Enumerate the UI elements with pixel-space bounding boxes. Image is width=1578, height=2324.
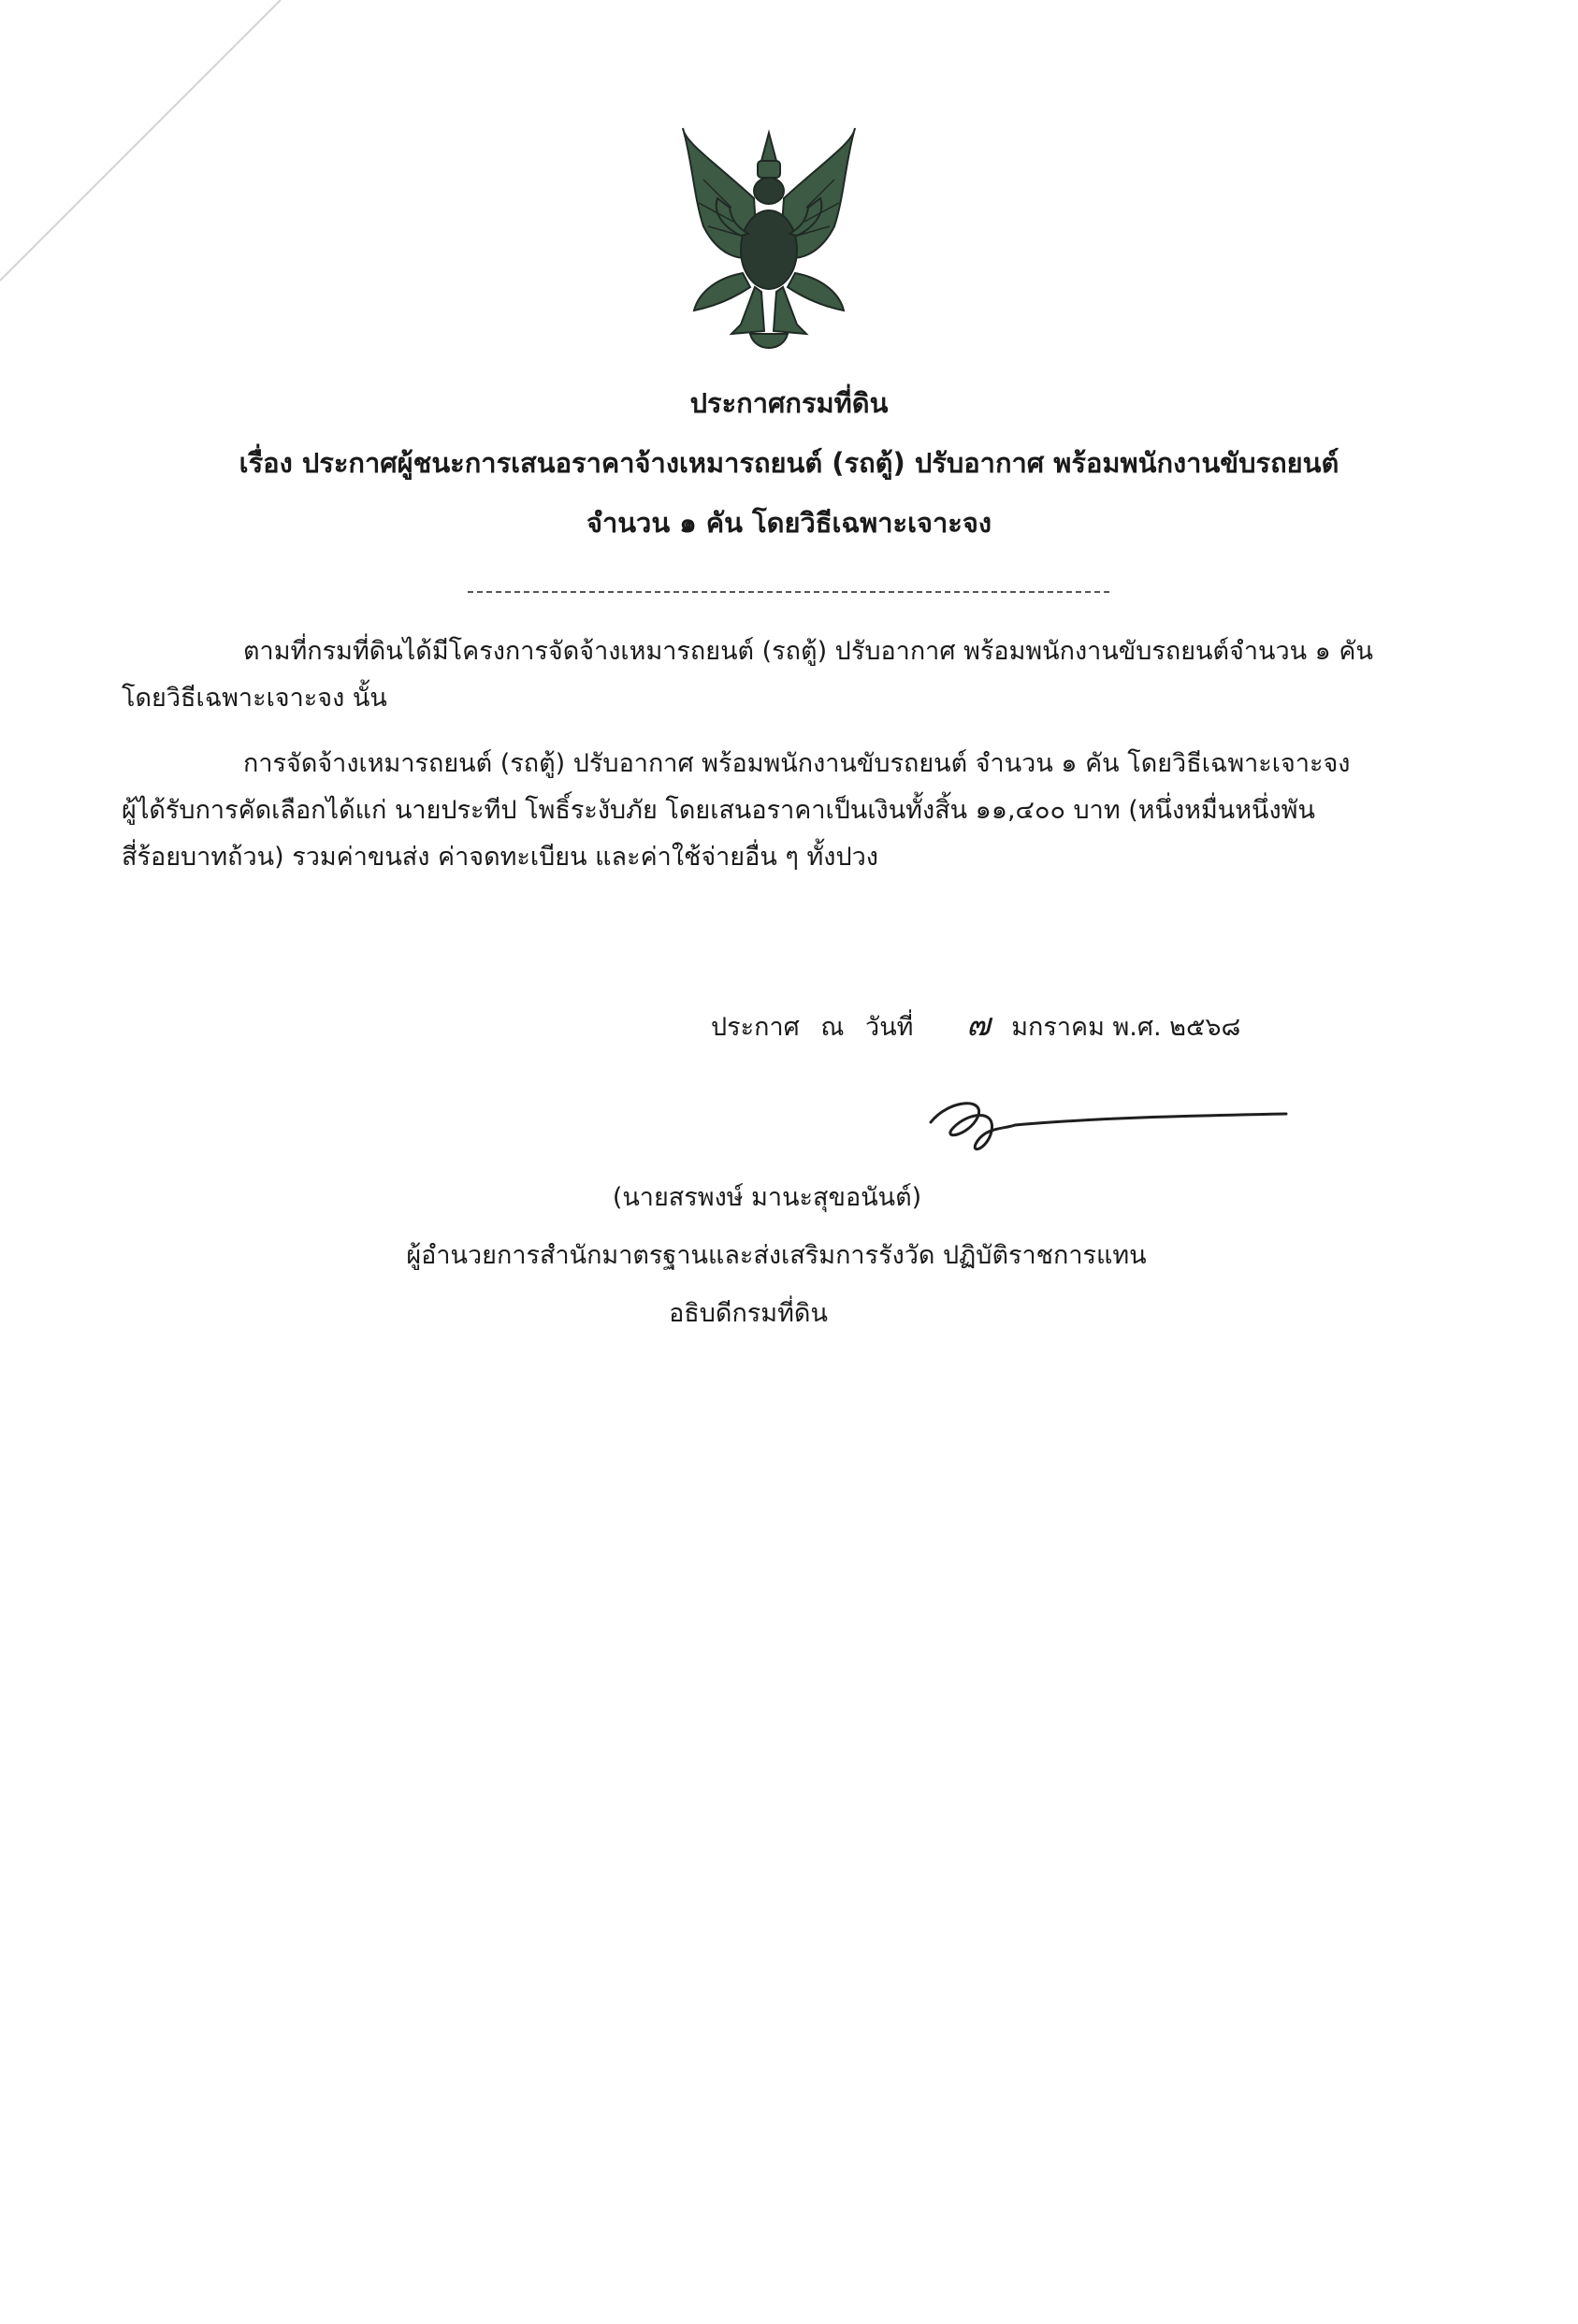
issuer-title: ประกาศกรมที่ดิน [689,387,889,419]
scan-fold-mark [0,0,337,337]
announcement-date-line [711,999,1253,1049]
paragraph-1-line-1: ตามที่กรมที่ดินได้มีโครงการจัดจ้างเหมารถยนต์ (รถตู้) ปรับอากาศ พร้อมพนักงานขับรถยนต์จำนวน ๑ คัน [243,637,1373,666]
announce-at: ณ [820,1013,845,1042]
paragraph-2-line-1: การจัดจ้างเหมารถยนต์ (รถตู้) ปรับอากาศ พร้อมพนักงานขับรถยนต์ จำนวน ๑ คัน โดยวิธีเฉพาะเจาะจง [243,749,1351,778]
paragraph-2-line-3: สี่ร้อยบาทถ้วน) รวมค่าขนส่ง ค่าจดทะเบียน และค่าใช้จ่ายอื่น ๆ ทั้งปวง [122,843,878,872]
signer-name: (นายสรพงษ์ มานะสุขอนันต์) [612,1183,922,1212]
announce-month-year: มกราคม พ.ศ. ๒๕๖๘ [1011,1013,1241,1042]
document-subject-cont [0,501,1578,544]
paragraph-2 [122,741,1431,881]
document-subject [0,441,1578,484]
announce-day: ๗ [966,1006,991,1044]
title-divider [468,591,1109,593]
paragraph-1 [122,628,1431,722]
announce-day-label: วันที่ [865,1013,914,1042]
subject-line-2: จำนวน ๑ คัน โดยวิธีเฉพาะเจาะจง [586,507,992,539]
handwritten-signature-icon [912,1090,1305,1164]
signer-position: ผู้อำนวยการสำนักมาตรฐานและส่งเสริมการรังวัด ปฏิบัติราชการแทน [406,1241,1147,1270]
garuda-emblem-icon [675,123,862,357]
document-issuer-title [0,382,1578,425]
paragraph-2-line-2: ผู้ได้รับการคัดเลือกได้แก่ นายประทีป โพธิ์ระงับภัย โดยเสนอราคาเป็นเงินทั้งสิ้น ๑๑,๔๐๐ บาท (หนึ่งหมื่นหนึ่งพัน [122,796,1315,825]
signer-for: อธิบดีกรมที่ดิน [669,1299,828,1328]
subject-line-1: เรื่อง ประกาศผู้ชนะการเสนอราคาจ้างเหมารถยนต์ (รถตู้) ปรับอากาศ พร้อมพนักงานขับรถยนต์ [239,447,1339,479]
announce-prefix: ประกาศ [711,1013,800,1042]
paragraph-1-line-2: โดยวิธีเฉพาะเจาะจง นั้น [122,684,387,713]
